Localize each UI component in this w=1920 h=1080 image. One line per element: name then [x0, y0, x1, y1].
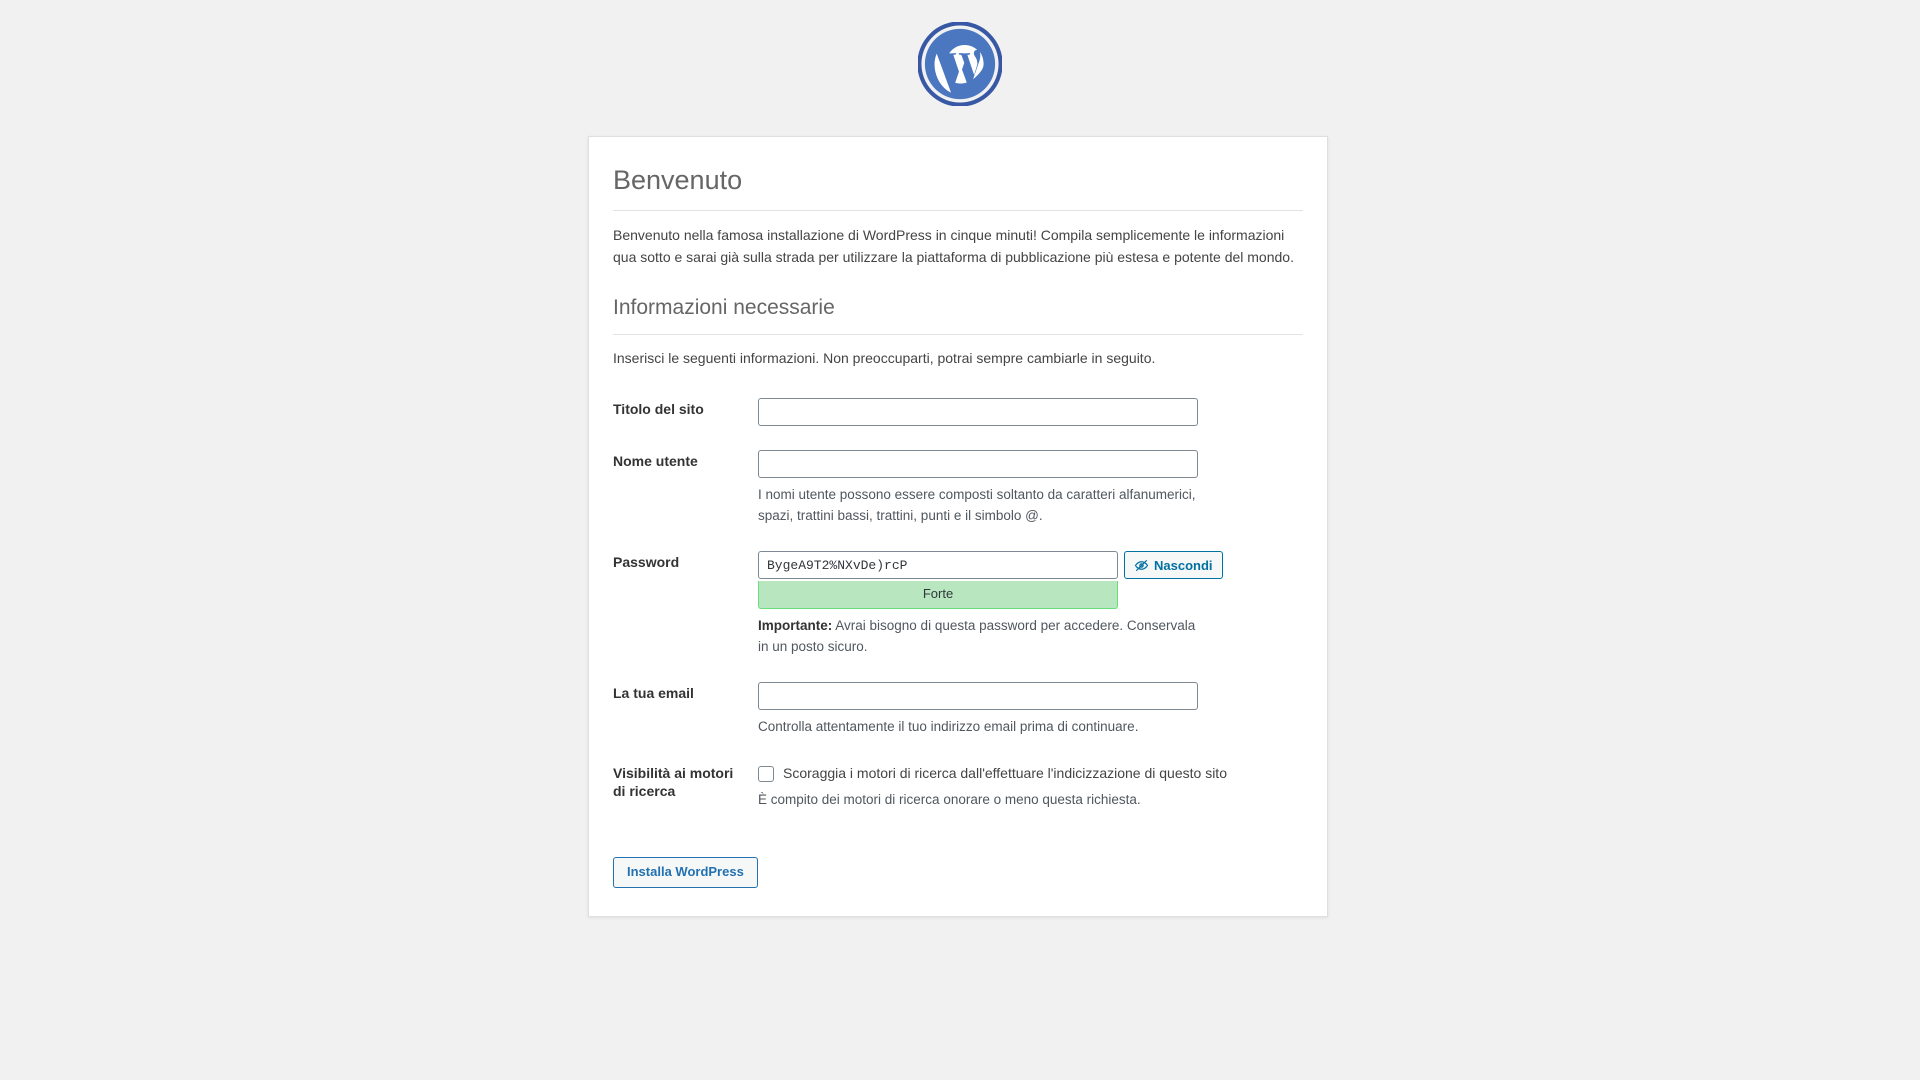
label-password: Password — [613, 554, 680, 571]
setup-panel — [588, 136, 1328, 917]
label-username: Nome utente — [613, 453, 698, 470]
email-input[interactable] — [758, 682, 1198, 710]
section-text: Inserisci le seguenti informazioni. Non preoccuparti, potrai sempre cambiarle in seguito. — [613, 349, 1156, 366]
form-row-username — [613, 438, 1303, 539]
label-email: La tua email — [613, 685, 694, 702]
search-visibility-checkbox-line — [758, 764, 1303, 783]
section-title: Informazioni necessarie — [613, 294, 1303, 334]
install-wordpress-button[interactable]: Installa WordPress — [613, 857, 758, 888]
form-row-search-visibility — [613, 750, 1303, 823]
label-search-visibility: Visibilità ai motori di ricerca — [613, 765, 734, 800]
cell-site-title — [758, 386, 1303, 438]
password-input[interactable] — [758, 551, 1118, 579]
cell-email — [758, 670, 1303, 750]
cell-username — [758, 438, 1303, 539]
form-row-email — [613, 670, 1303, 750]
cell-search-visibility — [758, 750, 1303, 823]
eye-hidden-icon — [1134, 558, 1149, 573]
submit-row — [613, 835, 1303, 888]
cell-password — [758, 539, 1303, 670]
search-visibility-checkbox-label[interactable]: Scoraggia i motori di ricerca dall'effettuare l'indicizzazione di questo sito — [783, 765, 1227, 782]
form-row-password — [613, 539, 1303, 670]
search-visibility-description: È compito dei motori di ricerca onorare o meno questa richiesta. — [758, 792, 1141, 808]
label-site-title: Titolo del sito — [613, 401, 704, 418]
username-input[interactable] — [758, 450, 1198, 478]
logo-container — [0, 0, 1920, 106]
password-row — [758, 551, 1303, 579]
site-title-input[interactable] — [758, 398, 1198, 426]
email-description: Controlla attentamente il tuo indirizzo email prima di continuare. — [758, 719, 1139, 735]
password-note — [758, 616, 1203, 658]
install-form — [613, 386, 1303, 823]
wordpress-logo — [918, 22, 1002, 106]
username-description: I nomi utente possono essere composti soltanto da caratteri alfanumerici, spazi, trattini bassi, trattini, punti e il simbolo @. — [758, 487, 1196, 524]
welcome-text: Benvenuto nella famosa installazione di WordPress in cinque minuti! Compila semplicemente le informazioni qua sotto e sarai già sulla strada per utilizzare la piattaforma di pubblicazione più estesa e potente del mondo. — [613, 227, 1294, 265]
toggle-password-label: Nascondi — [1154, 557, 1213, 573]
search-visibility-checkbox[interactable] — [758, 766, 774, 782]
password-note-strong: Importante: — [758, 618, 833, 634]
toggle-password-visibility-button[interactable] — [1124, 551, 1223, 579]
password-strength-indicator: Forte — [758, 581, 1118, 609]
password-note-text: Avrai bisogno di questa password per accedere. Conservala in un posto sicuro. — [758, 618, 1196, 655]
page-title: Benvenuto — [613, 163, 1303, 211]
form-row-site-title — [613, 386, 1303, 438]
